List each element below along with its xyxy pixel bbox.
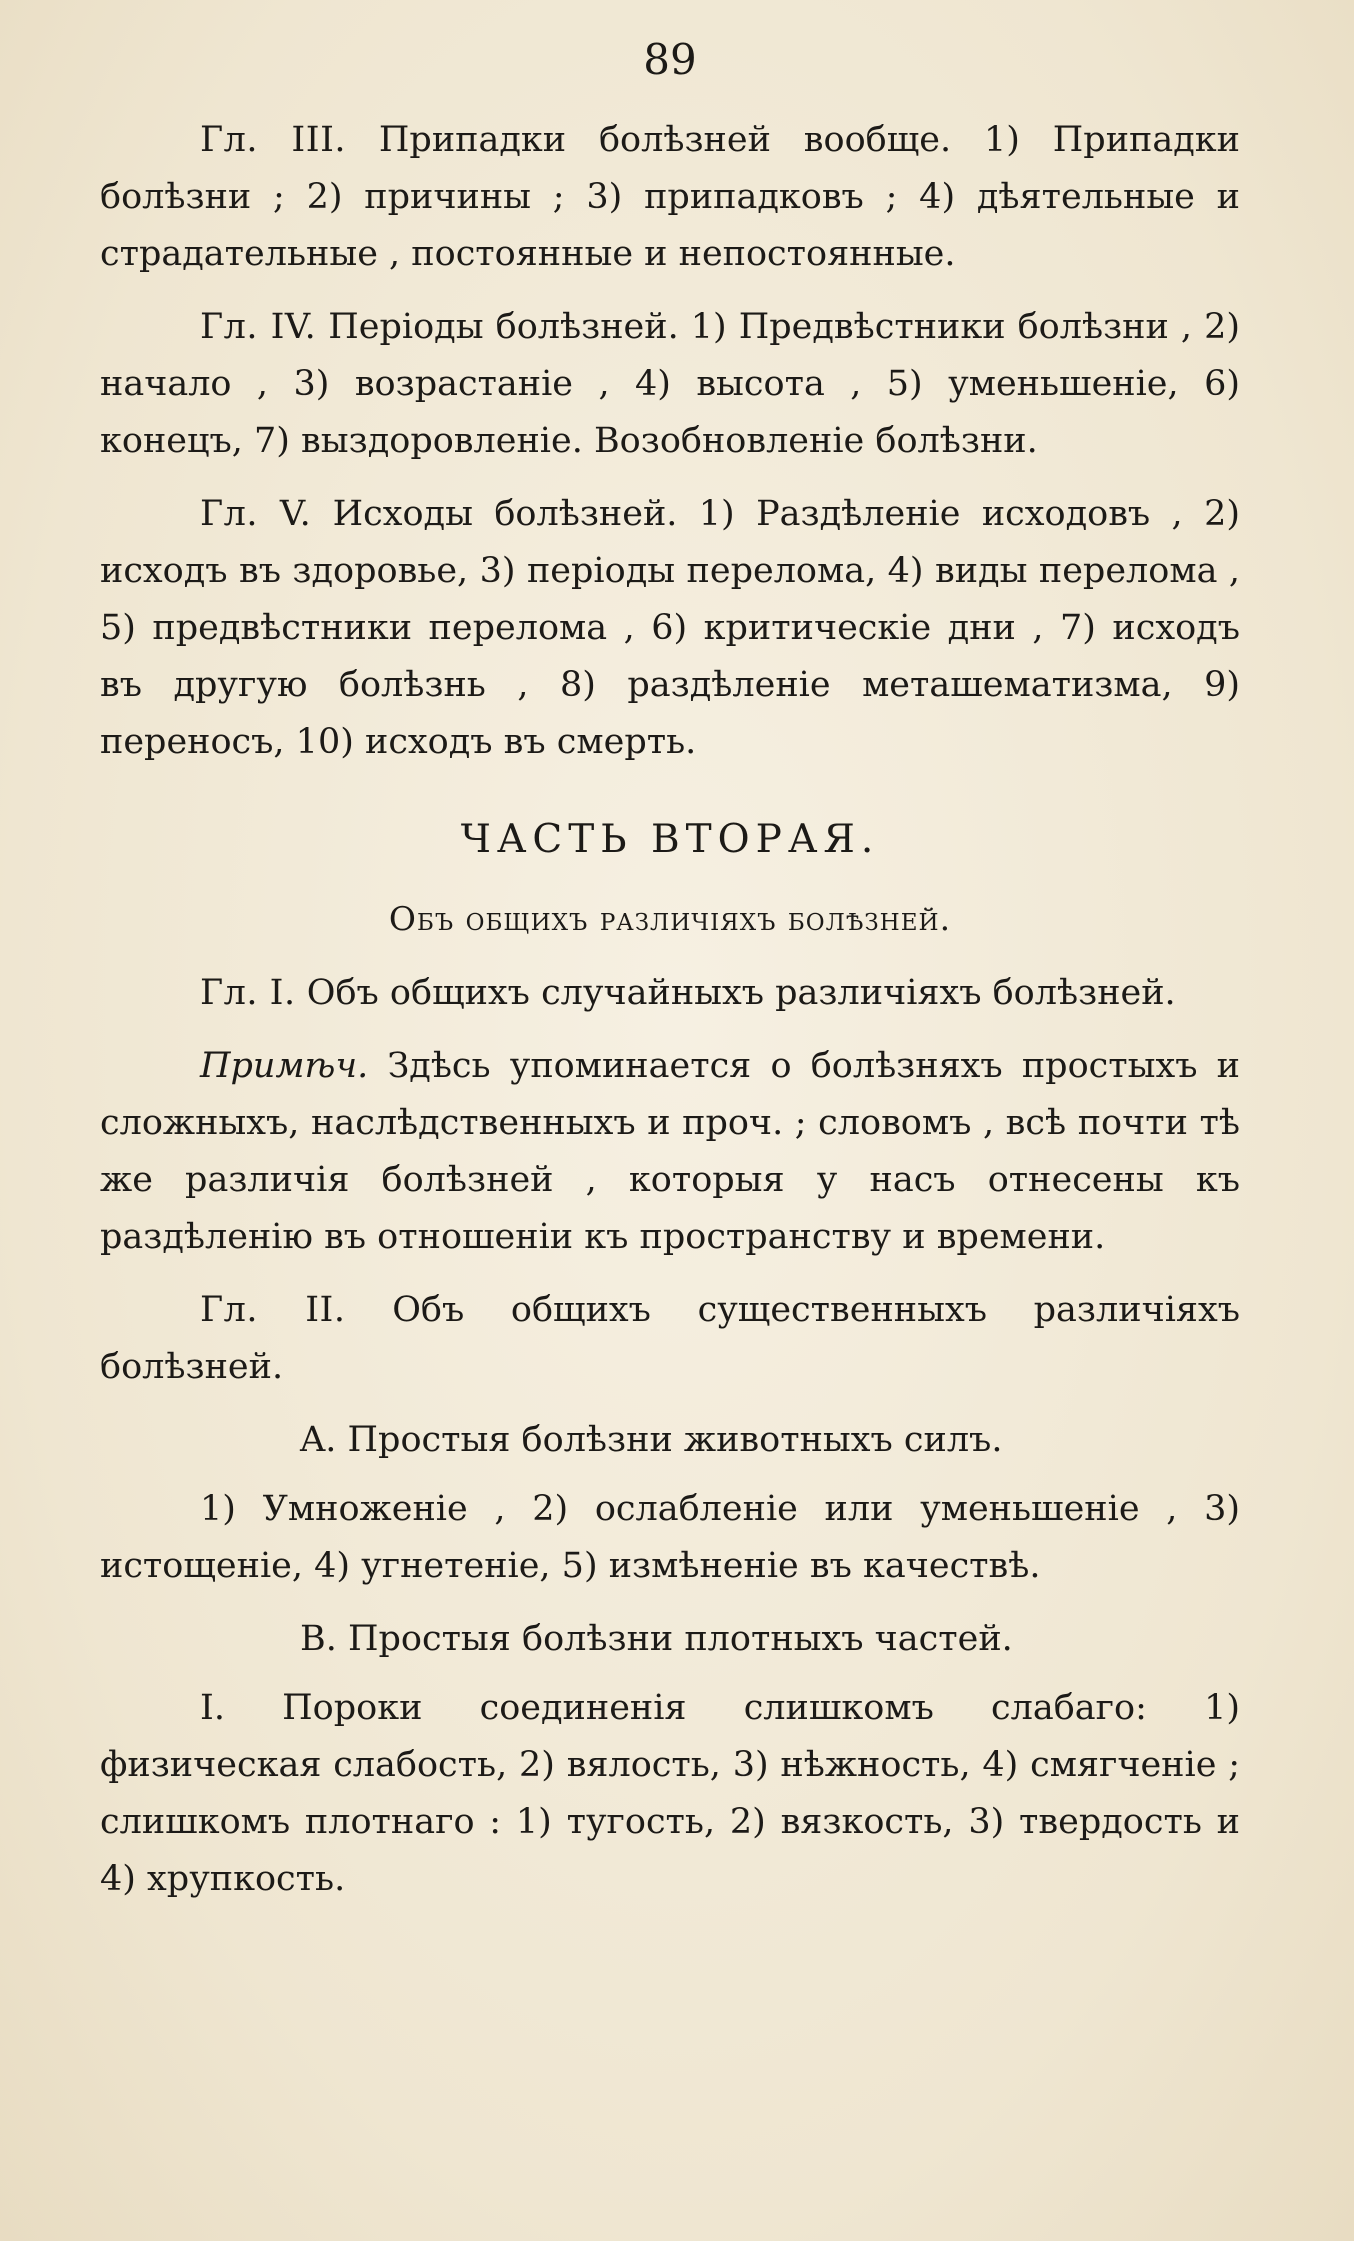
chapter-3-label: Гл. III. [200, 120, 347, 160]
section-a-title: A. Простыя болѣзни животныхъ силъ. [300, 1420, 1003, 1460]
chapter-4-paragraph [100, 299, 1240, 470]
chapter-4-label: Гл. IV. [200, 307, 317, 347]
part2-chapter-2-label: Гл. II. [200, 1290, 346, 1330]
section-b-text: I. Пороки соединенія слишкомъ слабаго: 1) физическая слабость, 2) вялость, 3) нѣжность, 4) смягченіе ; слишкомъ плотнаго : 1) тугость, 2) вязкость, 3) твердость и 4) хрупкость. [100, 1688, 1240, 1899]
part-title: ЧАСТЬ ВТОРАЯ. [460, 817, 880, 862]
part2-chapter-1-text: Объ общихъ случайныхъ различіяхъ болѣзней. [306, 973, 1176, 1013]
page-number: 89 [643, 35, 697, 84]
note-text: Здѣсь упоминается о болѣзняхъ простыхъ и сложныхъ, наслѣдственныхъ и проч. ; словомъ , всѣ почти тѣ же различія болѣзней , которыя у насъ отнесены къ раздѣленію въ отношеніи къ пространству и времени. [100, 1046, 1240, 1257]
part2-chapter-1-label: Гл. I. [200, 973, 296, 1013]
chapter-3-paragraph [100, 112, 1240, 283]
section-a-text: 1) Умноженіе , 2) ослабленіе или уменьшеніе , 3) истощеніе, 4) угнетеніе, 5) измѣненіе въ качествѣ. [100, 1489, 1240, 1586]
part2-chapter-2-paragraph [100, 1282, 1240, 1396]
note-label: Примѣч. [200, 1046, 369, 1086]
chapter-3-text: Припадки болѣзней вообще. 1) Припадки болѣзни ; 2) причины ; 3) припадковъ ; 4) дѣятельные и страдательные , постоянные и непостоянные. [100, 120, 1240, 274]
page-text-block [100, 30, 1240, 1924]
part-subtitle: Объ общихъ различіяхъ болѣзней. [388, 899, 952, 938]
part2-chapter-1-paragraph [100, 965, 1240, 1022]
chapter-4-text: Періоды болѣзней. 1) Предвѣстники болѣзни , 2) начало , 3) возрастаніе , 4) высота , 5) уменьшеніе, 6) конецъ, 7) выздоровленіе. Возобновленіе болѣзни. [100, 307, 1240, 461]
note-paragraph [100, 1038, 1240, 1266]
part2-chapter-2-text: Объ общихъ существенныхъ различіяхъ болѣзней. [100, 1290, 1240, 1387]
chapter-5-text: Исходы болѣзней. 1) Раздѣленіе исходовъ , 2) исходъ въ здоровье, 3) періоды перелома, 4) виды перелома , 5) предвѣстники перелома , 6) критическіе дни , 7) исходъ въ другую болѣзнь , 8) раздѣленіе меташематизма, 9) переносъ, 10) исходъ въ смерть. [100, 494, 1240, 762]
chapter-5-label: Гл. V. [200, 494, 312, 534]
chapter-5-paragraph [100, 486, 1240, 771]
section-b-title: B. Простыя болѣзни плотныхъ частей. [300, 1619, 1013, 1659]
